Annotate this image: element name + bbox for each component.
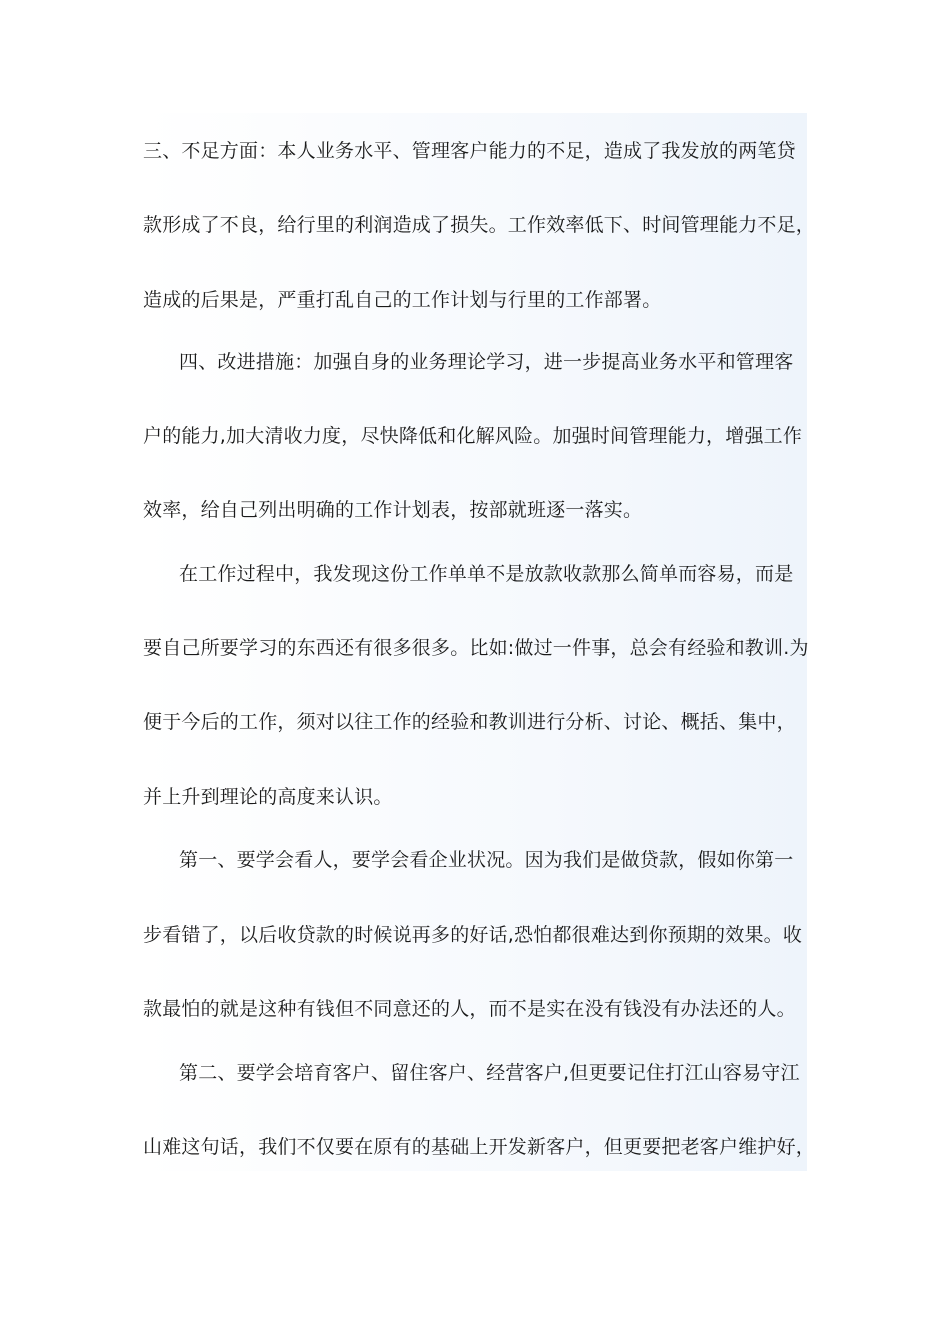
text-line: 款形成了不良，给行里的利润造成了损失。工作效率低下、时间管理能力不足，	[143, 214, 816, 236]
text-line: 三、不足方面：本人业务水平、管理客户能力的不足，造成了我发放的两笔贷	[143, 140, 796, 162]
paragraph-first-line: 四、改进措施：加强自身的业务理论学习，进一步提高业务水平和管理客	[179, 351, 794, 373]
text-line: 款最怕的就是这种有钱但不同意还的人，而不是实在没有钱没有办法还的人。	[143, 998, 796, 1020]
text-line: 户的能力,加大清收力度，尽快降低和化解风险。加强时间管理能力，增强工作	[143, 425, 803, 447]
text-line: 步看错了，以后收贷款的时候说再多的好话,恐怕都很难达到你预期的效果。收	[143, 924, 803, 946]
paragraph-first-line: 第一、要学会看人，要学会看企业状况。因为我们是做贷款，假如你第一	[179, 849, 794, 871]
text-line: 造成的后果是，严重打乱自己的工作计划与行里的工作部署。	[143, 289, 662, 311]
paragraph-first-line: 在工作过程中，我发现这份工作单单不是放款收款那么简单而容易，而是	[179, 563, 794, 585]
text-line: 山难这句话，我们不仅要在原有的基础上开发新客户，但更要把老客户维护好，	[143, 1136, 816, 1158]
text-line: 便于今后的工作，须对以往工作的经验和教训进行分析、讨论、概括、集中，	[143, 711, 796, 733]
text-line: 要自己所要学习的东西还有很多很多。比如:做过一件事，总会有经验和教训.为	[143, 637, 809, 659]
text-line: 并上升到理论的高度来认识。	[143, 786, 393, 808]
document-body	[143, 113, 816, 1171]
text-line: 效率，给自己列出明确的工作计划表，按部就班逐一落实。	[143, 499, 643, 521]
paragraph-first-line: 第二、要学会培育客户、留住客户、经营客户,但更要记住打江山容易守江	[179, 1062, 800, 1084]
